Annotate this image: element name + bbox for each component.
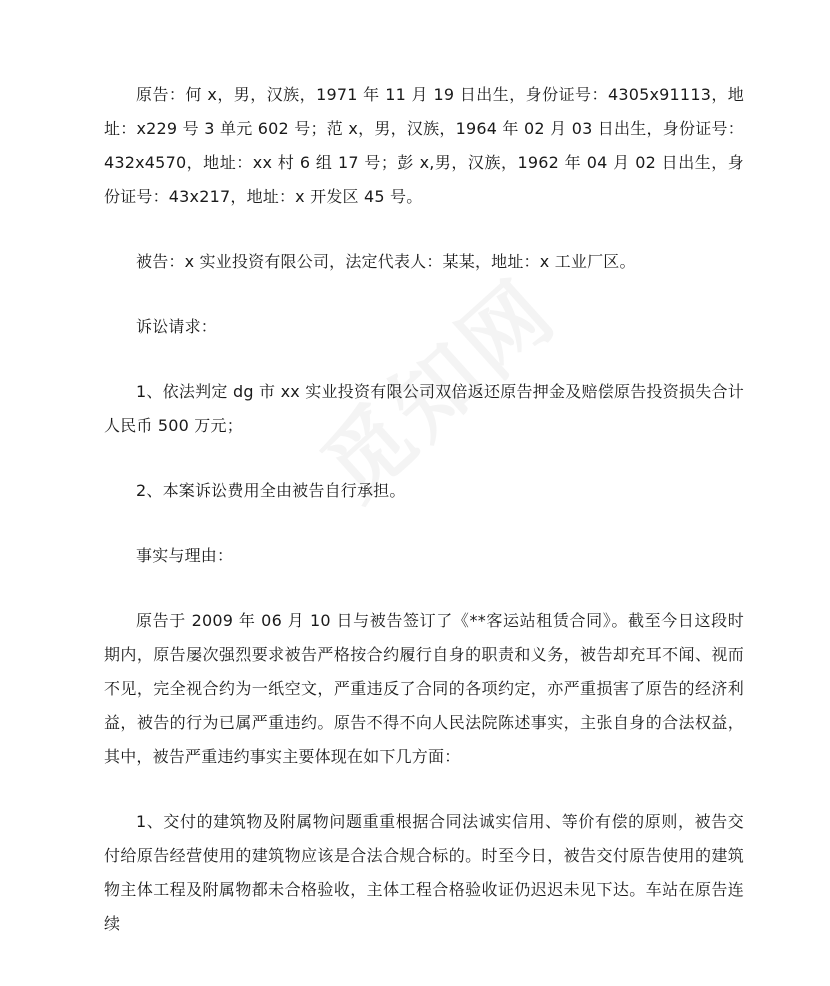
defendant-paragraph: 被告：x 实业投资有限公司，法定代表人：某某，地址：x 工业厂区。 <box>136 252 636 271</box>
claims-heading: 诉讼请求： <box>136 317 218 336</box>
plaintiff-paragraph: 原告：何 x，男，汉族，1971 年 11 月 19 日出生，身份证号：4305x91113，地址：x229 号 3 单元 602 号；范 x，男，汉族，1964 年 02 月 03 日出生，身份证号：432x4570，地址：xx 村 6 组 17 号；彭 x,男，汉族，1962 年 04 月 02 日出生，身份证号：43x217，地址：x 开发区 45 号。 <box>104 85 744 206</box>
document-body <box>104 78 744 941</box>
facts-paragraph: 原告于 2009 年 06 月 10 日与被告签订了《**客运站租赁合同》。截至今日这段时期内，原告屡次强烈要求被告严格按合约履行自身的职责和义务，被告却充耳不闻、视而不见，完全视合约为一纸空文，严重违反了合同的各项约定，亦严重损害了原告的经济利益，被告的行为已属严重违约。原告不得不向人民法院陈述事实，主张自身的合法权益，其中，被告严重违约事实主要体现在如下几方面： <box>104 611 744 766</box>
fact-item-1: 1、交付的建筑物及附属物问题重重根据合同法诚实信用、等价有偿的原则，被告交付给原告经营使用的建筑物应该是合法合规合标的。时至今日，被告交付原告使用的建筑物主体工程及附属物都未合格验收，主体工程合格验收证仍迟迟未见下达。车站在原告连续 <box>104 812 744 933</box>
claim-item-1: 1、依法判定 dg 市 xx 实业投资有限公司双倍返还原告押金及赔偿原告投资损失合计人民币 500 万元； <box>104 382 744 435</box>
facts-heading: 事实与理由： <box>136 546 234 565</box>
claim-item-2: 2、本案诉讼费用全由被告自行承担。 <box>136 481 406 500</box>
